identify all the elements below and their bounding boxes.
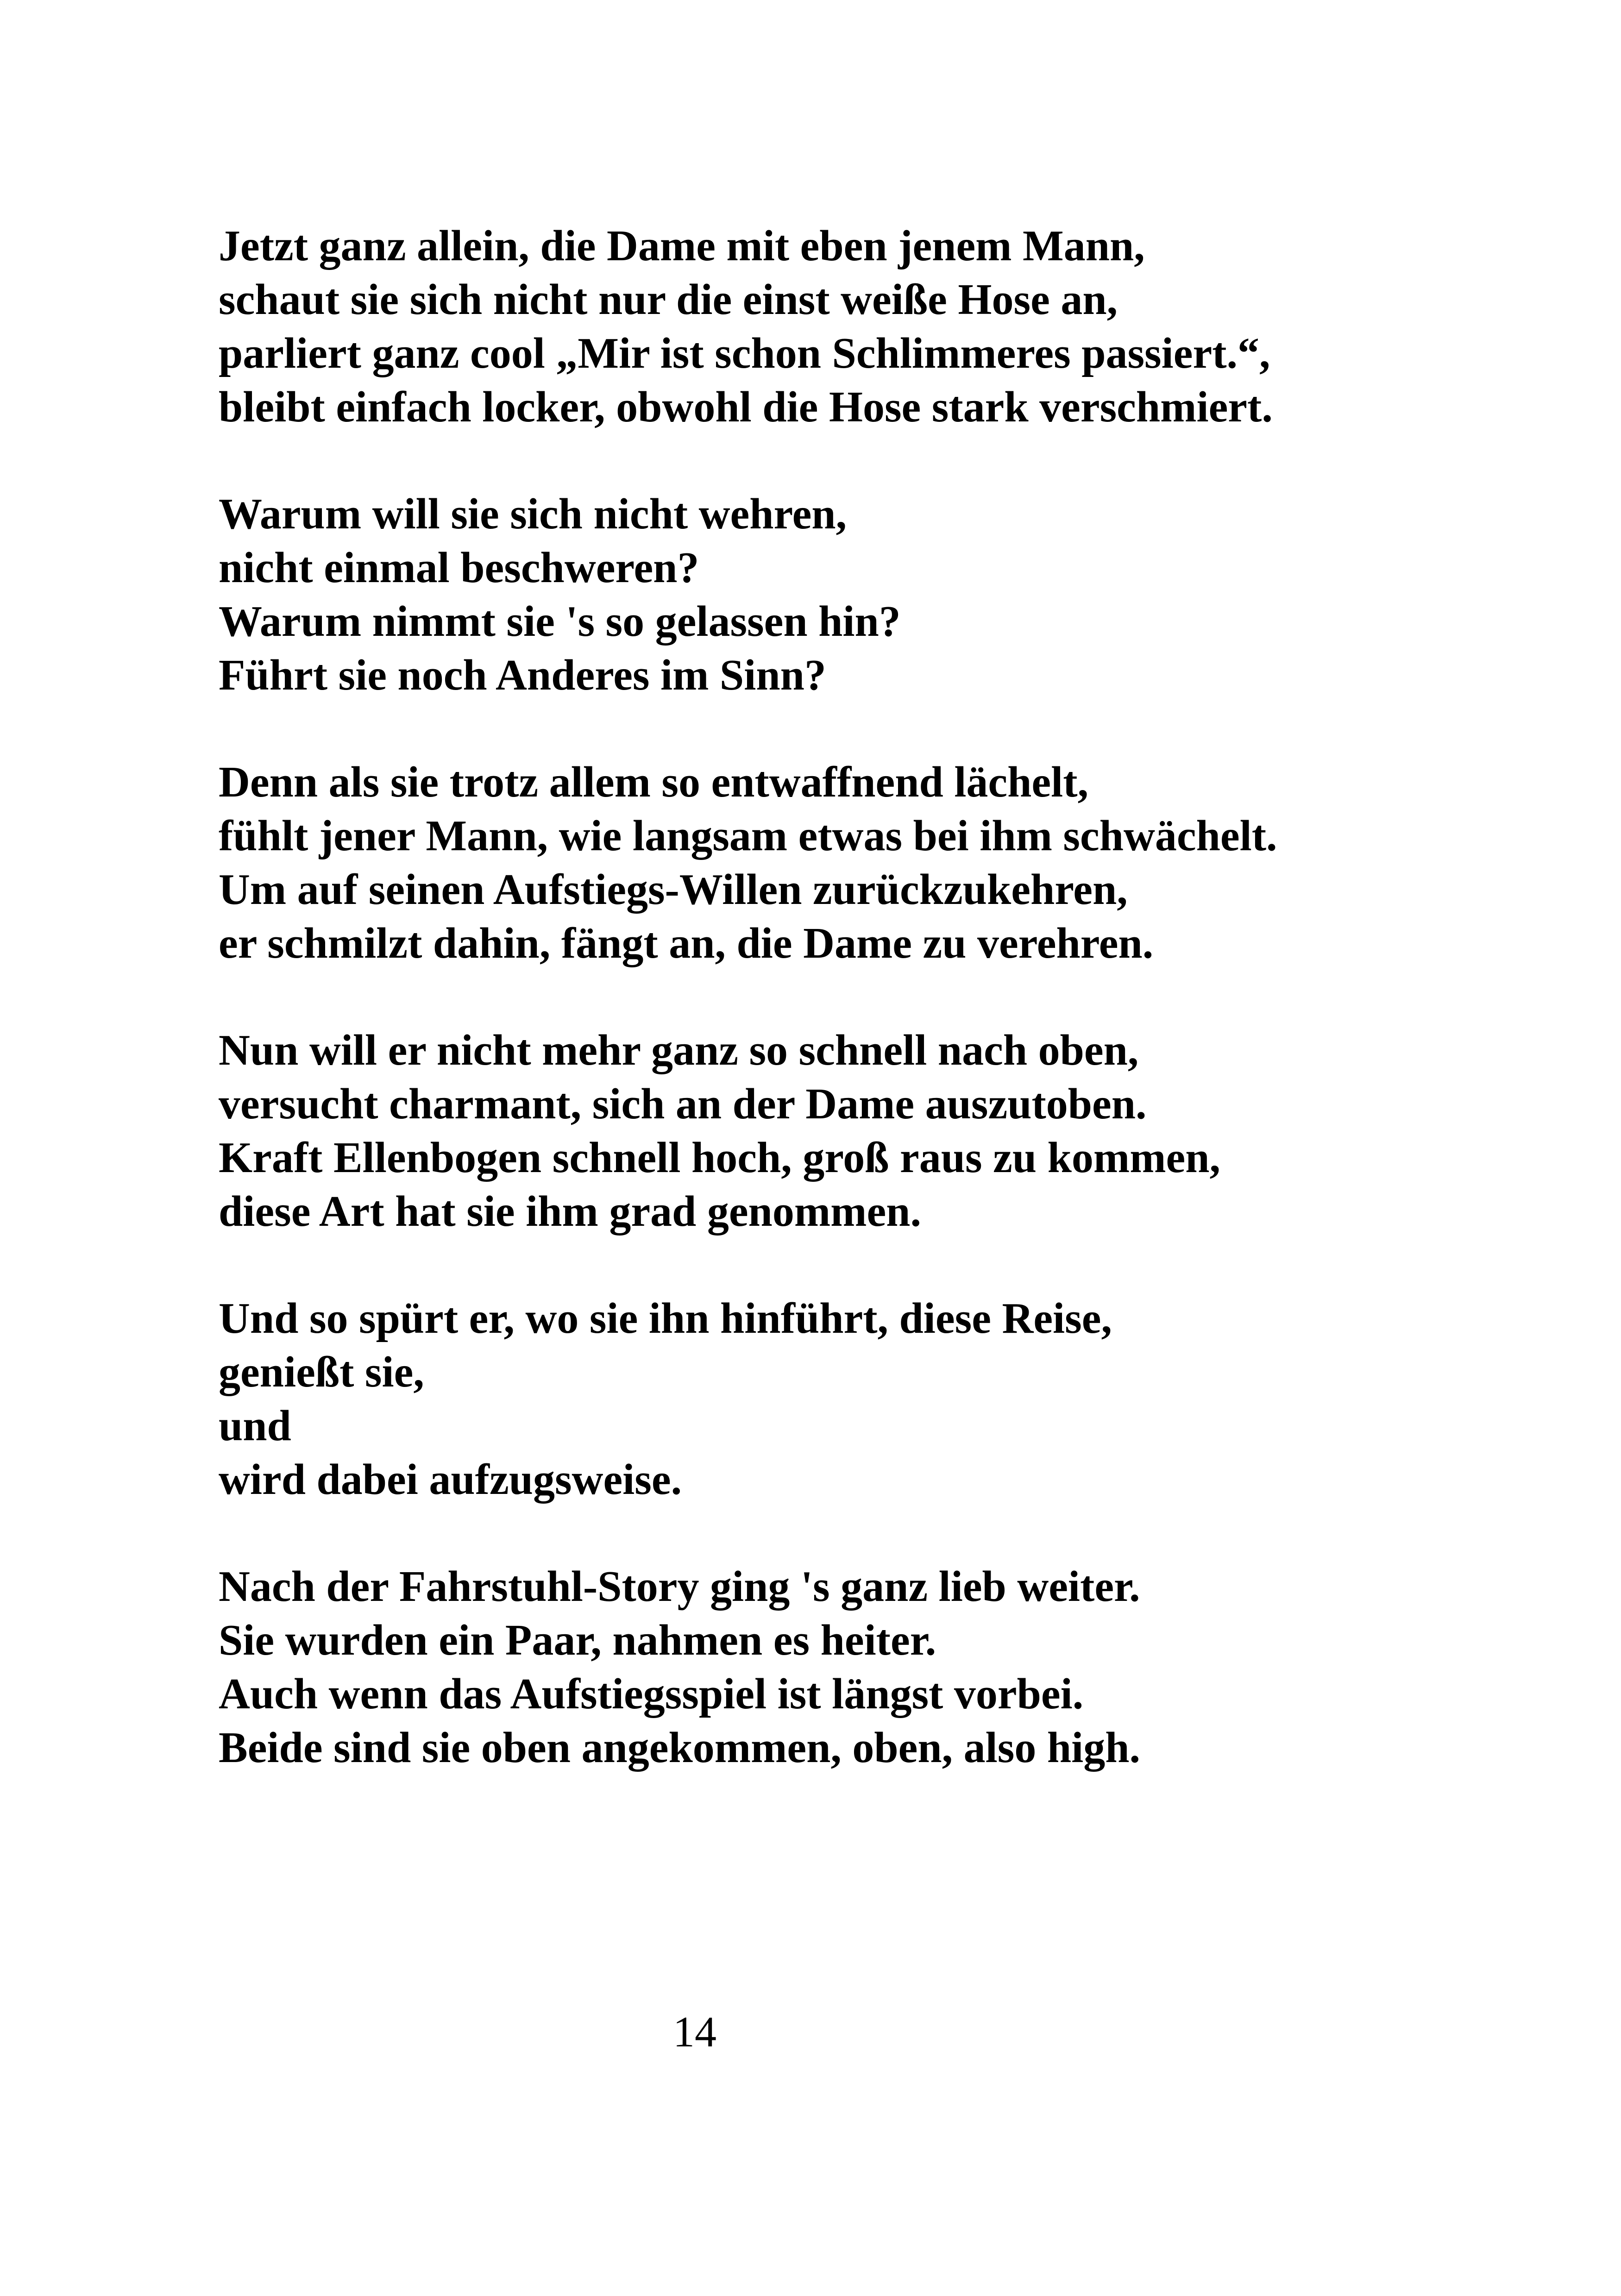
poem-line: fühlt jener Mann, wie langsam etwas bei ihm schwächelt. (219, 812, 1277, 860)
poem-line: Und so spürt er, wo sie ihn hinführt, diese Reise, (219, 1294, 1112, 1342)
poem-line: Führt sie noch Anderes im Sinn? (219, 651, 826, 699)
poem-line: genießt sie, (219, 1348, 424, 1396)
poem-line: diese Art hat sie ihm grad genommen. (219, 1187, 921, 1236)
poem-body (219, 219, 1423, 1828)
poem-line: er schmilzt dahin, fängt an, die Dame zu verehren. (219, 919, 1154, 967)
poem-line: schaut sie sich nicht nur die einst weiße Hose an, (219, 276, 1118, 324)
poem-line: Sie wurden ein Paar, nahmen es heiter. (219, 1616, 936, 1664)
poem-line: Nach der Fahrstuhl-Story ging 's ganz lieb weiter. (219, 1562, 1140, 1611)
poem-line: bleibt einfach locker, obwohl die Hose stark verschmiert. (219, 383, 1273, 431)
poem-line: Nun will er nicht mehr ganz so schnell nach oben, (219, 1026, 1139, 1074)
poem-line: Beide sind sie oben angekommen, oben, also high. (219, 1724, 1141, 1772)
stanza-2 (219, 487, 1423, 702)
stanza-3 (219, 755, 1423, 970)
poem-line: Kraft Ellenbogen schnell hoch, groß raus zu kommen, (219, 1134, 1221, 1182)
poem-line: versucht charmant, sich an der Dame auszutoben. (219, 1080, 1147, 1128)
poem-line: wird dabei aufzugsweise. (219, 1455, 682, 1504)
poem-line: parliert ganz cool „Mir ist schon Schlimmeres passiert.“, (219, 329, 1270, 377)
poem-line: Auch wenn das Aufstiegsspiel ist längst vorbei. (219, 1670, 1084, 1718)
poem-line: Um auf seinen Aufstiegs-Willen zurückzukehren, (219, 866, 1128, 914)
stanza-6 (219, 1560, 1423, 1775)
stanza-5 (219, 1292, 1423, 1506)
poem-line: und (219, 1402, 291, 1450)
poem-line: Warum nimmt sie 's so gelassen hin? (219, 597, 901, 646)
poem-line: Denn als sie trotz allem so entwaffnend lächelt, (219, 758, 1089, 806)
poem-line: Jetzt ganz allein, die Dame mit eben jenem Mann, (219, 222, 1145, 270)
poem-line: Warum will sie sich nicht wehren, (219, 490, 847, 538)
stanza-4 (219, 1023, 1423, 1238)
page-number: 14 (673, 2008, 716, 2056)
stanza-1 (219, 219, 1423, 434)
poem-line: nicht einmal beschweren? (219, 544, 699, 592)
